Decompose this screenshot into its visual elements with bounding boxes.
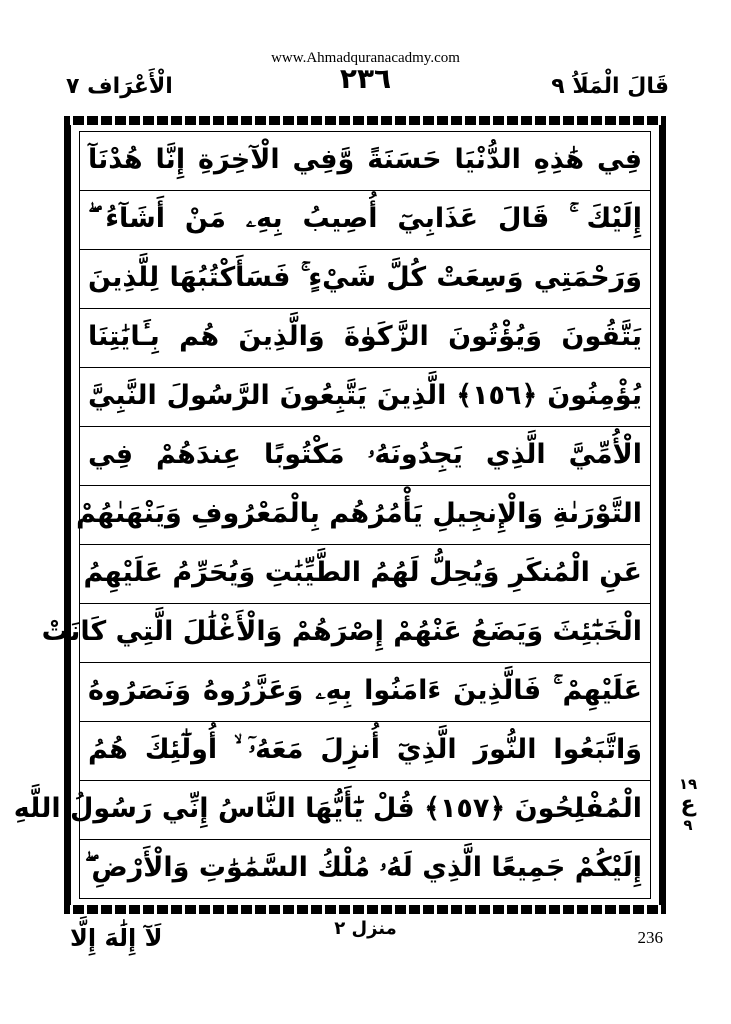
ruku-marker <box>676 776 700 834</box>
verse-line: الْمُفْلِحُونَ ﴿١٥٧﴾ قُلْ يَٰٓأَيُّهَا النَّاسُ إِنِّي رَسُولُ اللَّهِ <box>80 781 650 840</box>
juz-name: قَالَ الْمَلَاُ ٩ <box>551 74 669 99</box>
verse-line: التَّوْرَىٰةِ وَالْإِنجِيلِ يَأْمُرُهُم بِالْمَعْرُوفِ وَيَنْهَىٰهُمْ <box>80 486 650 545</box>
verse-line: فِي هَٰذِهِ الدُّنْيَا حَسَنَةً وَّفِي الْآخِرَةِ إِنَّا هُدْنَآ <box>80 132 650 191</box>
ruku-sign: ع <box>680 792 696 817</box>
verse-line: إِلَيْكُمْ جَمِيعًا الَّذِي لَهُۥ مُلْكُ السَّمَٰوَٰتِ وَالْأَرْضِ ۖ <box>84 852 642 883</box>
verse-line: عَلَيْهِمْ ۚ فَالَّذِينَ ءَامَنُوا بِهِۦ وَعَزَّرُوهُ وَنَصَرُوهُ <box>80 663 650 722</box>
verse-lines <box>13 132 650 898</box>
manzil-label: منزل ٢ <box>334 918 397 939</box>
verse-line: إِلَيْكَ ۚ قَالَ عَذَابِيٓ أُصِيبُ بِهِۦ مَنْ أَشَآءُ ۖ <box>80 191 650 250</box>
verse-line: عَنِ الْمُنكَرِ وَيُحِلُّ لَهُمُ الطَّيِّبَٰتِ وَيُحَرِّمُ عَلَيْهِمُ <box>80 545 650 604</box>
page-number-arabic: ٢٣٦ <box>339 62 392 95</box>
verse-line: وَرَحْمَتِي وَسِعَتْ كُلَّ شَيْءٍ ۚ فَسَأَكْتُبُهَا لِلَّذِينَ <box>80 250 650 309</box>
verse-line: يَتَّقُونَ وَيُؤْتُونَ الزَّكَوٰةَ وَالَّذِينَ هُم بِـَٔايَٰتِنَا <box>80 309 650 368</box>
verse-line: وَاتَّبَعُوا النُّورَ الَّذِيٓ أُنزِلَ مَعَهُۥٓ ۙ أُولَٰٓئِكَ هُمُ <box>80 722 650 781</box>
website-url: www.Ahmadquranacadmy.com <box>271 50 460 66</box>
text-area <box>13 131 651 899</box>
surah-name: الْأَعْرَاف ٧ <box>66 74 173 99</box>
verse-line: الْخَبَٰٓئِثَ وَيَضَعُ عَنْهُمْ إِصْرَهُمْ وَالْأَغْلَٰلَ الَّتِي كَانَتْ <box>80 604 650 663</box>
ruku-count: ٩ <box>683 816 693 834</box>
verse-line: الْأُمِّيَّ الَّذِي يَجِدُونَهُۥ مَكْتُوبًا عِندَهُمْ فِي <box>80 427 650 486</box>
catchword: لَآ إِلَٰهَ إِلَّا <box>70 924 163 952</box>
page-border-frame <box>13 116 666 914</box>
page-number: 236 <box>637 928 663 947</box>
ruku-number: ١٩ <box>678 775 698 793</box>
verse-line: يُؤْمِنُونَ ﴿١٥٦﴾ الَّذِينَ يَتَّبِعُونَ الرَّسُولَ النَّبِيَّ <box>80 368 650 427</box>
